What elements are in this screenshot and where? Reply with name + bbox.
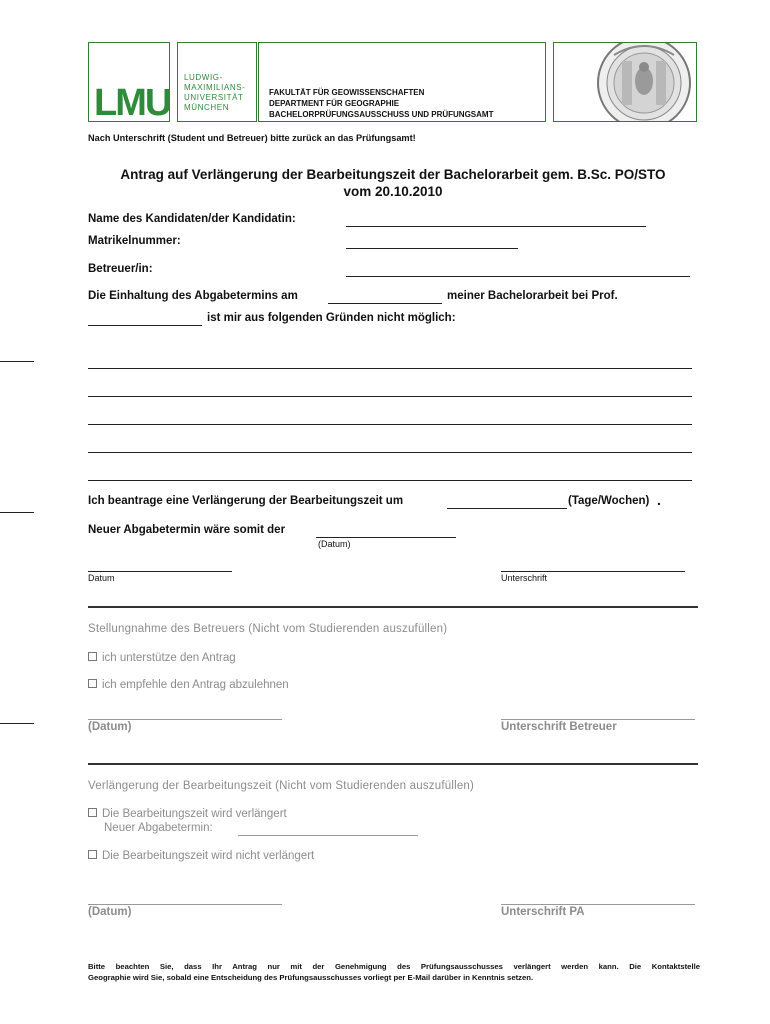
beantrage-text: Ich beantrage eine Verlängerung der Bearbeitungszeit um [88,495,404,507]
duration-unit: (Tage/Wochen) [568,495,650,507]
section-divider [88,763,698,765]
pa-section-heading: Verlängerung der Bearbeitungszeit (Nicht vom Studierenden auszufüllen) [88,780,475,792]
betreuer-datum-label: (Datum) [88,721,132,733]
matrikel-field[interactable] [346,235,518,249]
abgabe-text-2: meiner Bachelorarbeit bei Prof. [447,290,618,302]
pa-datum-line[interactable] [88,892,282,905]
fold-mark [0,512,34,513]
neuer-termin-pa-label: Neuer Abgabetermin: [104,822,213,834]
abgabe-text-1: Die Einhaltung des Abgabetermins am [88,290,298,302]
faculty-box [258,42,546,122]
footer-note: Bitte beachten Sie, dass Ihr Antrag nur mit der Genehmigung des Prüfungsausschusses verlängert werden kann. Die Kontaktstelle Geographie wird Sie, sobald eine Entscheidung des Prüfungsausschusses vorliegt per E-Mail darüber in Kenntnis setzen. [88,962,700,982]
datum-signature-line[interactable] [88,560,232,572]
option-ablehnen[interactable]: ich empfehle den Antrag abzulehnen [88,679,289,691]
matrikel-label: Matrikelnummer: [88,235,181,247]
option-verlaengert[interactable]: Die Bearbeitungszeit wird verlängert [88,808,287,820]
university-seal-icon [554,43,697,122]
page-title: Antrag auf Verlängerung der Bearbeitungszeit der Bachelorarbeit gem. B.Sc. PO/STO vom 20.10.2010 [120,167,666,199]
betreuer-signature-line[interactable] [501,707,695,720]
datum-label: Datum [88,573,115,583]
reason-line[interactable] [88,412,692,425]
reason-line[interactable] [88,468,692,481]
fold-mark [0,361,34,362]
option-unterstuetzen[interactable]: ich unterstütze den Antrag [88,652,236,664]
pa-signature-label: Unterschrift PA [501,906,585,918]
pa-signature-line[interactable] [501,892,695,905]
duration-field[interactable] [447,495,567,509]
lmu-logo: LMU [94,82,171,124]
faculty-lines: FAKULTÄT FÜR GEOWISSENSCHAFTEN DEPARTMENT FÜR GEOGRAPHIE BACHELORPRÜFUNGSAUSSCHUSS UND PRÜFUNGSAMT [269,88,494,119]
option-nicht-verlaengert[interactable]: Die Bearbeitungszeit wird nicht verlängert [88,850,314,862]
name-field[interactable] [346,213,646,227]
professor-field[interactable] [88,312,202,326]
section-divider [88,606,698,608]
abgabe-text-3: ist mir aus folgenden Gründen nicht möglich: [207,312,456,324]
pa-datum-label: (Datum) [88,906,132,918]
neuer-termin-label: Neuer Abgabetermin wäre somit der [88,524,286,536]
return-notice: Nach Unterschrift (Student und Betreuer) bitte zurück an das Prüfungsamt! [88,133,416,143]
unterschrift-label: Unterschrift [501,573,548,583]
student-signature-line[interactable] [501,560,685,572]
university-name-box [177,42,257,122]
sentence-period: . [657,492,661,508]
checkbox-icon[interactable] [88,808,97,817]
betreuer-section-heading: Stellungnahme des Betreuers (Nicht vom Studierenden auszufüllen) [88,623,448,635]
betreuer-label: Betreuer/in: [88,263,153,275]
neuer-termin-field[interactable] [316,524,456,538]
name-label: Name des Kandidaten/der Kandidatin: [88,213,296,225]
abgabe-date-field[interactable] [328,290,442,304]
university-name: LUDWIG- MAXIMILIANS- UNIVERSITÄT MÜNCHEN [184,73,246,112]
reason-line[interactable] [88,440,692,453]
betreuer-field[interactable] [346,263,690,277]
reason-line[interactable] [88,384,692,397]
checkbox-icon[interactable] [88,850,97,859]
checkbox-icon[interactable] [88,679,97,688]
seal-box [553,42,697,122]
checkbox-icon[interactable] [88,652,97,661]
neuer-termin-pa-field[interactable] [238,822,418,836]
betreuer-signature-label: Unterschrift Betreuer [501,721,617,733]
datum-caption: (Datum) [318,539,351,549]
lmu-logo-box [88,42,170,122]
reason-line[interactable] [88,356,692,369]
betreuer-datum-line[interactable] [88,707,282,720]
fold-mark [0,723,34,724]
